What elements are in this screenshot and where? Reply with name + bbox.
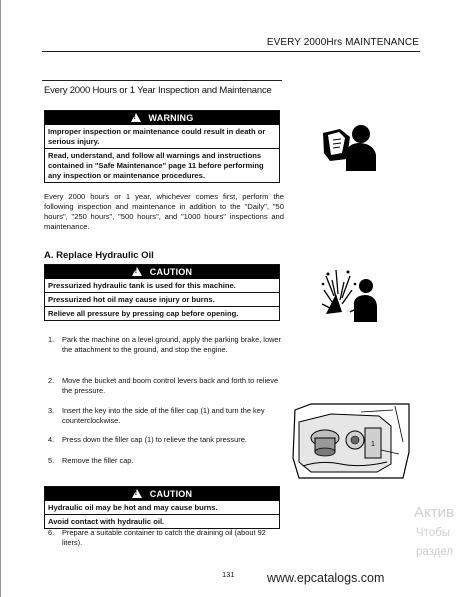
running-header: EVERY 2000Hrs MAINTENANCE — [266, 37, 419, 48]
step-item — [44, 435, 284, 445]
read-manual-pictogram-icon — [320, 113, 378, 171]
subsection-title: A. Replace Hydraulic Oil — [44, 250, 154, 261]
step-item — [44, 376, 284, 396]
caution-line: Avoid contact with hydraulic oil. — [48, 517, 165, 526]
warning-header — [45, 111, 279, 125]
caution-label: CAUTION — [149, 267, 193, 277]
step-item — [44, 528, 284, 548]
caution-triangle-icon — [132, 489, 142, 498]
warning-line: Improper inspection or maintenance could result in death or serious injury. — [45, 125, 279, 149]
step-item — [44, 406, 284, 426]
header-rule — [42, 51, 420, 52]
caution-line: Hydraulic oil may be hot and may cause burns. — [45, 501, 279, 515]
step-number: 2. — [48, 376, 55, 385]
caution-triangle-icon — [132, 267, 142, 276]
step-number: 5. — [48, 456, 55, 465]
activation-watermark-line: Чтобы — [416, 527, 451, 539]
page-edge — [0, 0, 1, 597]
step-number: 1. — [48, 335, 55, 344]
warning-line: Read, understand, and follow all warnings and instructions contained in "Safe Maintenance" page 11 before performing any inspection or maintenance procedures. — [48, 151, 264, 180]
warning-box — [44, 110, 280, 183]
caution-line: Pressurized hydraulic tank is used for this machine. — [45, 279, 279, 293]
page-number: 131 — [222, 570, 235, 579]
hot-oil-spray-pictogram-icon — [320, 264, 378, 322]
caution-header — [45, 487, 279, 501]
step-text: Prepare a suitable container to catch the draining oil (about 92 liters). — [62, 528, 266, 547]
activation-watermark-line: Актив — [414, 504, 454, 521]
caution-label: CAUTION — [149, 489, 193, 499]
step-item — [44, 335, 284, 355]
step-text: Press down the filler cap (1) to relieve the tank pressure. — [62, 435, 247, 444]
step-number: 3. — [48, 406, 55, 415]
section-rule — [42, 80, 282, 81]
step-text: Remove the filler cap. — [62, 456, 134, 465]
step-text: Move the bucket and boom control levers back and forth to relieve the pressure. — [62, 376, 279, 395]
step-number: 6. — [48, 528, 55, 537]
activation-watermark-line: раздел — [416, 546, 454, 558]
caution-line: Relieve all pressure by pressing cap before opening. — [48, 309, 239, 318]
step-item — [44, 456, 284, 466]
caution-line: Pressurized hot oil may cause injury or burns. — [45, 293, 279, 307]
step-number: 4. — [48, 435, 55, 444]
figure-callout: 1 — [371, 441, 375, 448]
warning-label: WARNING — [148, 113, 194, 123]
hydraulic-tank-illustration — [291, 402, 411, 480]
warning-triangle-icon — [131, 113, 141, 122]
step-text: Park the machine on a level ground, apply the parking brake, lower the attachment to the ground, and stop the engine. — [62, 335, 281, 354]
step-text: Insert the key into the side of the filler cap (1) and turn the key counterclockwise. — [62, 406, 265, 425]
section-title: Every 2000 Hours or 1 Year Inspection and Maintenance — [44, 85, 272, 96]
caution-header — [45, 265, 279, 279]
caution-box — [44, 264, 280, 321]
site-url-watermark: www.epcatalogs.com — [267, 571, 385, 585]
intro-paragraph: Every 2000 hours or 1 year, whichever comes first, perform the following inspection and maintenance in addition to the "Daily", "50 hours", "250 hours", "500 hours", and "1000 hours" inspections and maintenance. — [44, 192, 284, 231]
caution-box-2 — [44, 486, 280, 529]
